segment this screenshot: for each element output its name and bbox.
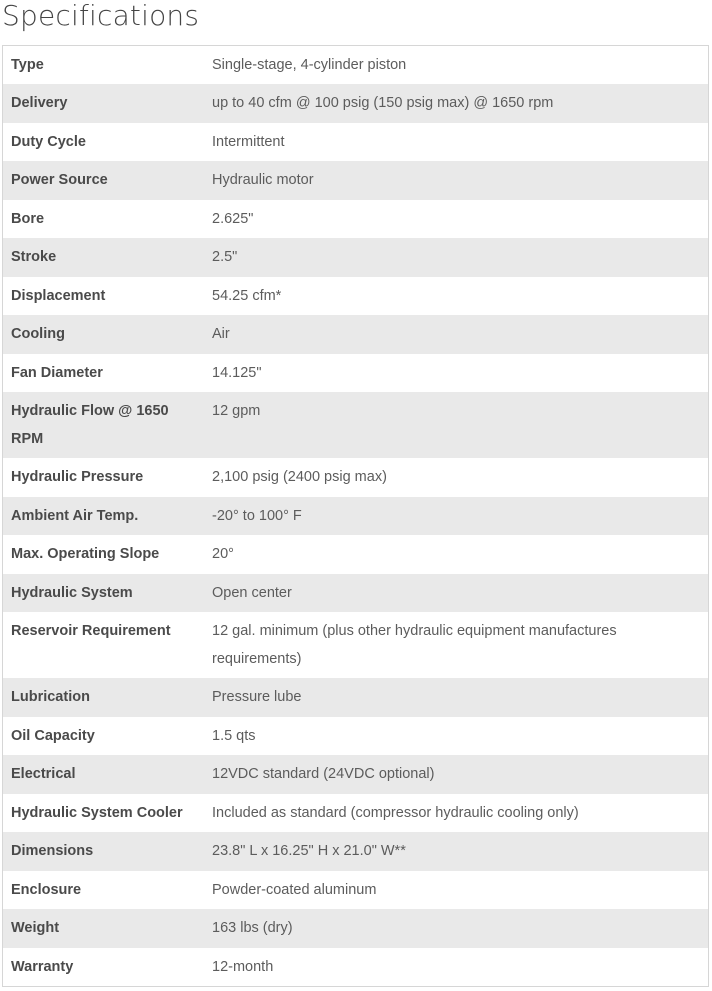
table-row — [3, 161, 709, 200]
table-row — [3, 238, 709, 277]
spec-label: Max. Operating Slope — [11, 546, 160, 562]
spec-value: 54.25 cfm* — [212, 287, 282, 304]
spec-value: 12VDC standard (24VDC optional) — [212, 766, 435, 782]
spec-label: Bore — [11, 210, 45, 227]
spec-label: Dimensions — [11, 843, 94, 859]
page-title: Specifications — [2, 0, 200, 32]
spec-label: Enclosure — [11, 881, 82, 898]
table-row — [3, 832, 709, 871]
table-row — [3, 200, 709, 239]
table-row — [3, 458, 709, 497]
spec-label: Duty Cycle — [11, 133, 86, 150]
table-row — [3, 46, 709, 85]
table-row — [3, 84, 709, 123]
spec-label: Hydraulic Pressure — [11, 469, 144, 485]
spec-value: 12 gal. minimum (plus other hydraulic equipment manufactures requirements) — [212, 623, 617, 667]
table-row — [3, 277, 709, 316]
spec-label: Stroke — [11, 249, 57, 265]
spec-value: 2,100 psig (2400 psig max) — [212, 469, 387, 485]
spec-value: 2.625" — [212, 210, 254, 227]
spec-label: Fan Diameter — [11, 364, 103, 381]
spec-value: up to 40 cfm @ 100 psig (150 psig max) @ 1650 rpm — [212, 95, 554, 111]
table-row — [3, 392, 709, 458]
spec-value: 20° — [212, 546, 234, 562]
spec-label: Warranty — [11, 958, 74, 975]
spec-value: -20° to 100° F — [212, 507, 302, 524]
spec-value: Single-stage, 4-cylinder piston — [212, 57, 407, 73]
spec-value: 163 lbs (dry) — [212, 920, 293, 936]
table-row — [3, 574, 709, 613]
spec-value: Powder-coated aluminum — [212, 881, 377, 898]
spec-label: Type — [11, 57, 44, 73]
spec-label: Hydraulic Flow @ 1650 RPM — [11, 403, 169, 447]
table-row — [3, 794, 709, 833]
spec-value: 12-month — [212, 958, 274, 975]
spec-label: Electrical — [11, 766, 76, 782]
table-row — [3, 755, 709, 794]
table-row — [3, 678, 709, 717]
table-row — [3, 497, 709, 536]
specifications-table — [2, 45, 709, 987]
table-row — [3, 948, 709, 987]
table-row — [3, 717, 709, 756]
table-row — [3, 909, 709, 948]
spec-value: 12 gpm — [212, 403, 261, 419]
spec-label: Hydraulic System Cooler — [11, 804, 183, 821]
spec-label: Hydraulic System — [11, 584, 133, 601]
spec-value: Open center — [212, 584, 292, 601]
spec-value: 1.5 qts — [212, 727, 256, 744]
table-row — [3, 315, 709, 354]
spec-label: Weight — [11, 920, 60, 936]
spec-label: Power Source — [11, 172, 108, 188]
spec-label: Ambient Air Temp. — [11, 507, 139, 524]
spec-label: Oil Capacity — [11, 727, 95, 744]
spec-value: 23.8" L x 16.25" H x 21.0" W** — [212, 843, 406, 859]
spec-value: Intermittent — [212, 133, 285, 150]
spec-label: Reservoir Requirement — [11, 623, 171, 639]
table-row — [3, 871, 709, 910]
spec-label: Lubrication — [11, 689, 90, 705]
spec-value: Air — [212, 326, 230, 342]
spec-value: Hydraulic motor — [212, 172, 314, 188]
spec-label: Displacement — [11, 287, 106, 304]
spec-label: Delivery — [11, 95, 68, 111]
table-row — [3, 612, 709, 678]
spec-label: Cooling — [11, 326, 65, 342]
table-row — [3, 535, 709, 574]
spec-value: 14.125" — [212, 364, 262, 381]
spec-value: Pressure lube — [212, 689, 302, 705]
table-row — [3, 123, 709, 162]
spec-value: Included as standard (compressor hydraulic cooling only) — [212, 804, 579, 821]
spec-value: 2.5" — [212, 249, 238, 265]
table-row — [3, 354, 709, 393]
